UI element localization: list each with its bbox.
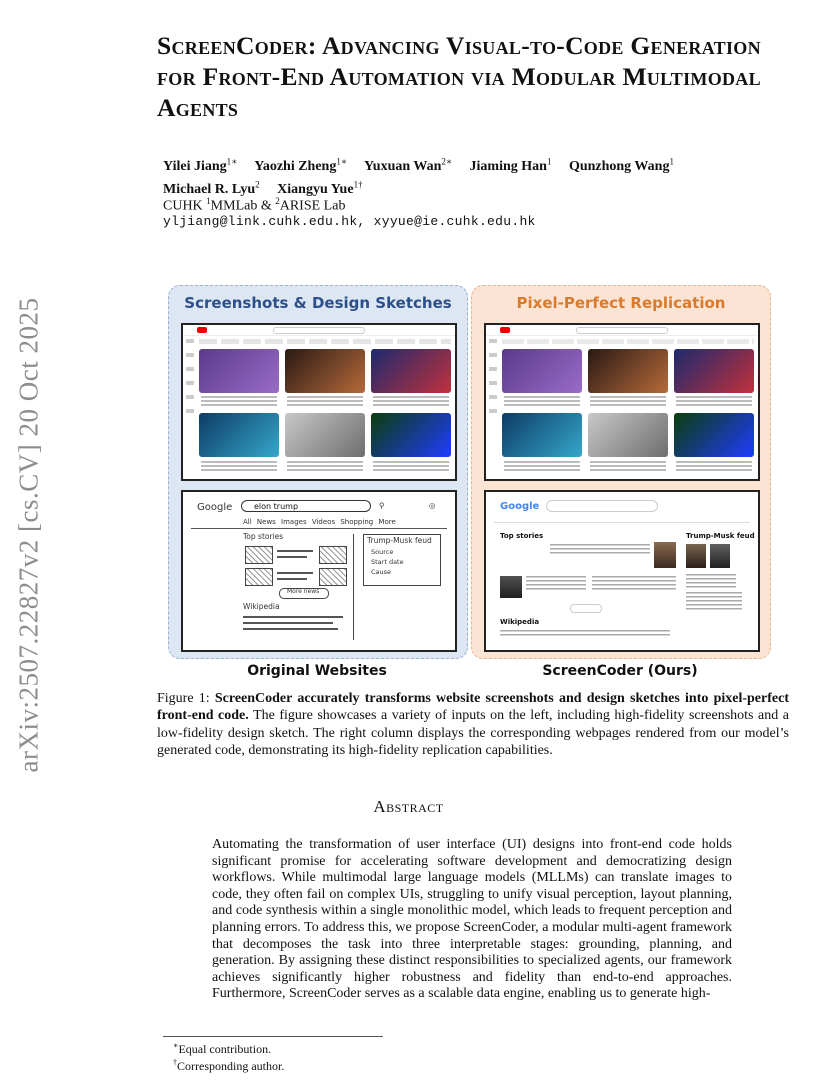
- replica-top-stories: Top stories: [500, 532, 544, 540]
- arxiv-stamp-text: arXiv:2507.22827v2 [cs.CV] 20 Oct 2025: [13, 297, 44, 773]
- left-caption-label: Original Websites: [247, 663, 387, 679]
- sketch-search-icon: ⚲: [379, 501, 385, 510]
- sketch-logo: Google: [197, 502, 233, 513]
- author: Michael R. Lyu$^2$: [163, 179, 260, 198]
- sketch-top-stories: Top stories: [243, 532, 284, 541]
- replica-feed-title: Trump-Musk feud: [686, 532, 755, 540]
- sketch-wikipedia: Wikipedia: [243, 602, 280, 611]
- footnote-corresponding: †Corresponding author.: [173, 1058, 285, 1073]
- sketch-feed-title: Trump-Musk feud: [367, 536, 432, 545]
- author-emails[interactable]: yljiang@link.cuhk.edu.hk, xyyue@ie.cuhk.edu.hk: [163, 214, 536, 229]
- figure-1: [168, 285, 770, 685]
- sketch-more-news: More news: [287, 588, 320, 595]
- author-list: [163, 152, 803, 199]
- sketch-tabs: All News Images Videos Shopping More: [243, 518, 396, 526]
- youtube-screenshot: [181, 323, 457, 481]
- google-replica: [484, 490, 760, 652]
- figure-caption: Figure 1: ScreenCoder accurately transforms website screenshots and design sketches into pixel-perfect front-end code. The figure showcases a variety of inputs on the left, including high-fidelity screenshots and a low-fidelity design sketch. The right column displays the corresponding webpages rendered from our model’s generated code, demonstrating its high-fidelity replication capabilities.: [157, 691, 789, 758]
- design-sketch: Google elon trump ⚲ ◎ All News Images Videos Shopping More Top stories More news Wikipedia Trump-Musk feud Source Start date Cause: [181, 490, 457, 652]
- paper-title: ScreenCoder: Advancing Visual-to-Code Generation for Front-End Automation via Modular Multimodal Agents: [157, 31, 761, 122]
- author: Yaozhi Zheng$^{1∗}$: [254, 156, 347, 174]
- replica-logo: Google: [500, 501, 540, 512]
- author: Qunzhong Wang$^1$: [568, 156, 674, 174]
- author: Jiaming Han$^1$: [469, 156, 552, 174]
- replica-search-input: [546, 500, 658, 512]
- arxiv-stamp: [12, 255, 46, 815]
- abstract-heading: Abstract: [373, 797, 444, 816]
- author: Xiangyu Yue$^{1\dagger}$: [277, 179, 363, 198]
- right-caption-label: ScreenCoder (Ours): [542, 663, 698, 679]
- affiliation: CUHK $^1$MMLab & $^2$ARISE Lab: [163, 196, 346, 214]
- youtube-logo-icon: [197, 327, 207, 333]
- sketch-search-input: elon trump: [241, 500, 371, 512]
- author: Yuxuan Wan$^{2∗}$: [363, 156, 453, 174]
- footnote-equal: ∗Equal contribution.: [173, 1041, 272, 1056]
- youtube-replica: [484, 323, 760, 481]
- footnote-rule: [163, 1036, 383, 1037]
- abstract-body: Automating the transformation of user interface (UI) designs into front-end code holds significant promise for accelerating software development and democratizing design workflows. While multimodal large language models (MLLMs) can translate images to code, they often fail on complex UIs, struggling to unify visual perception, layout planning, and code synthesis within a single monolithic model, which leads to frequent perception and planning errors. To address this, we propose ScreenCoder, a modular multi-agent framework that decomposes the task into three interpretable stages: grounding, planning, and generation. By assigning these distinct responsibilities to specialized agents, our framework achieves significantly higher robustness and fidelity than end-to-end approaches. Furthermore, ScreenCoder serves as a scalable data engine, enabling us to generate high-: [212, 837, 732, 1002]
- left-panel: [168, 285, 468, 659]
- replica-wikipedia: Wikipedia: [500, 618, 540, 626]
- right-panel: [471, 285, 771, 659]
- sketch-avatar-icon: ◎: [429, 501, 436, 510]
- author: Yilei Jiang$^{1∗}$: [163, 156, 238, 174]
- right-panel-title: Pixel-Perfect Replication: [516, 294, 726, 312]
- youtube-logo-icon: [500, 327, 510, 333]
- left-panel-title: Screenshots & Design Sketches: [184, 294, 452, 312]
